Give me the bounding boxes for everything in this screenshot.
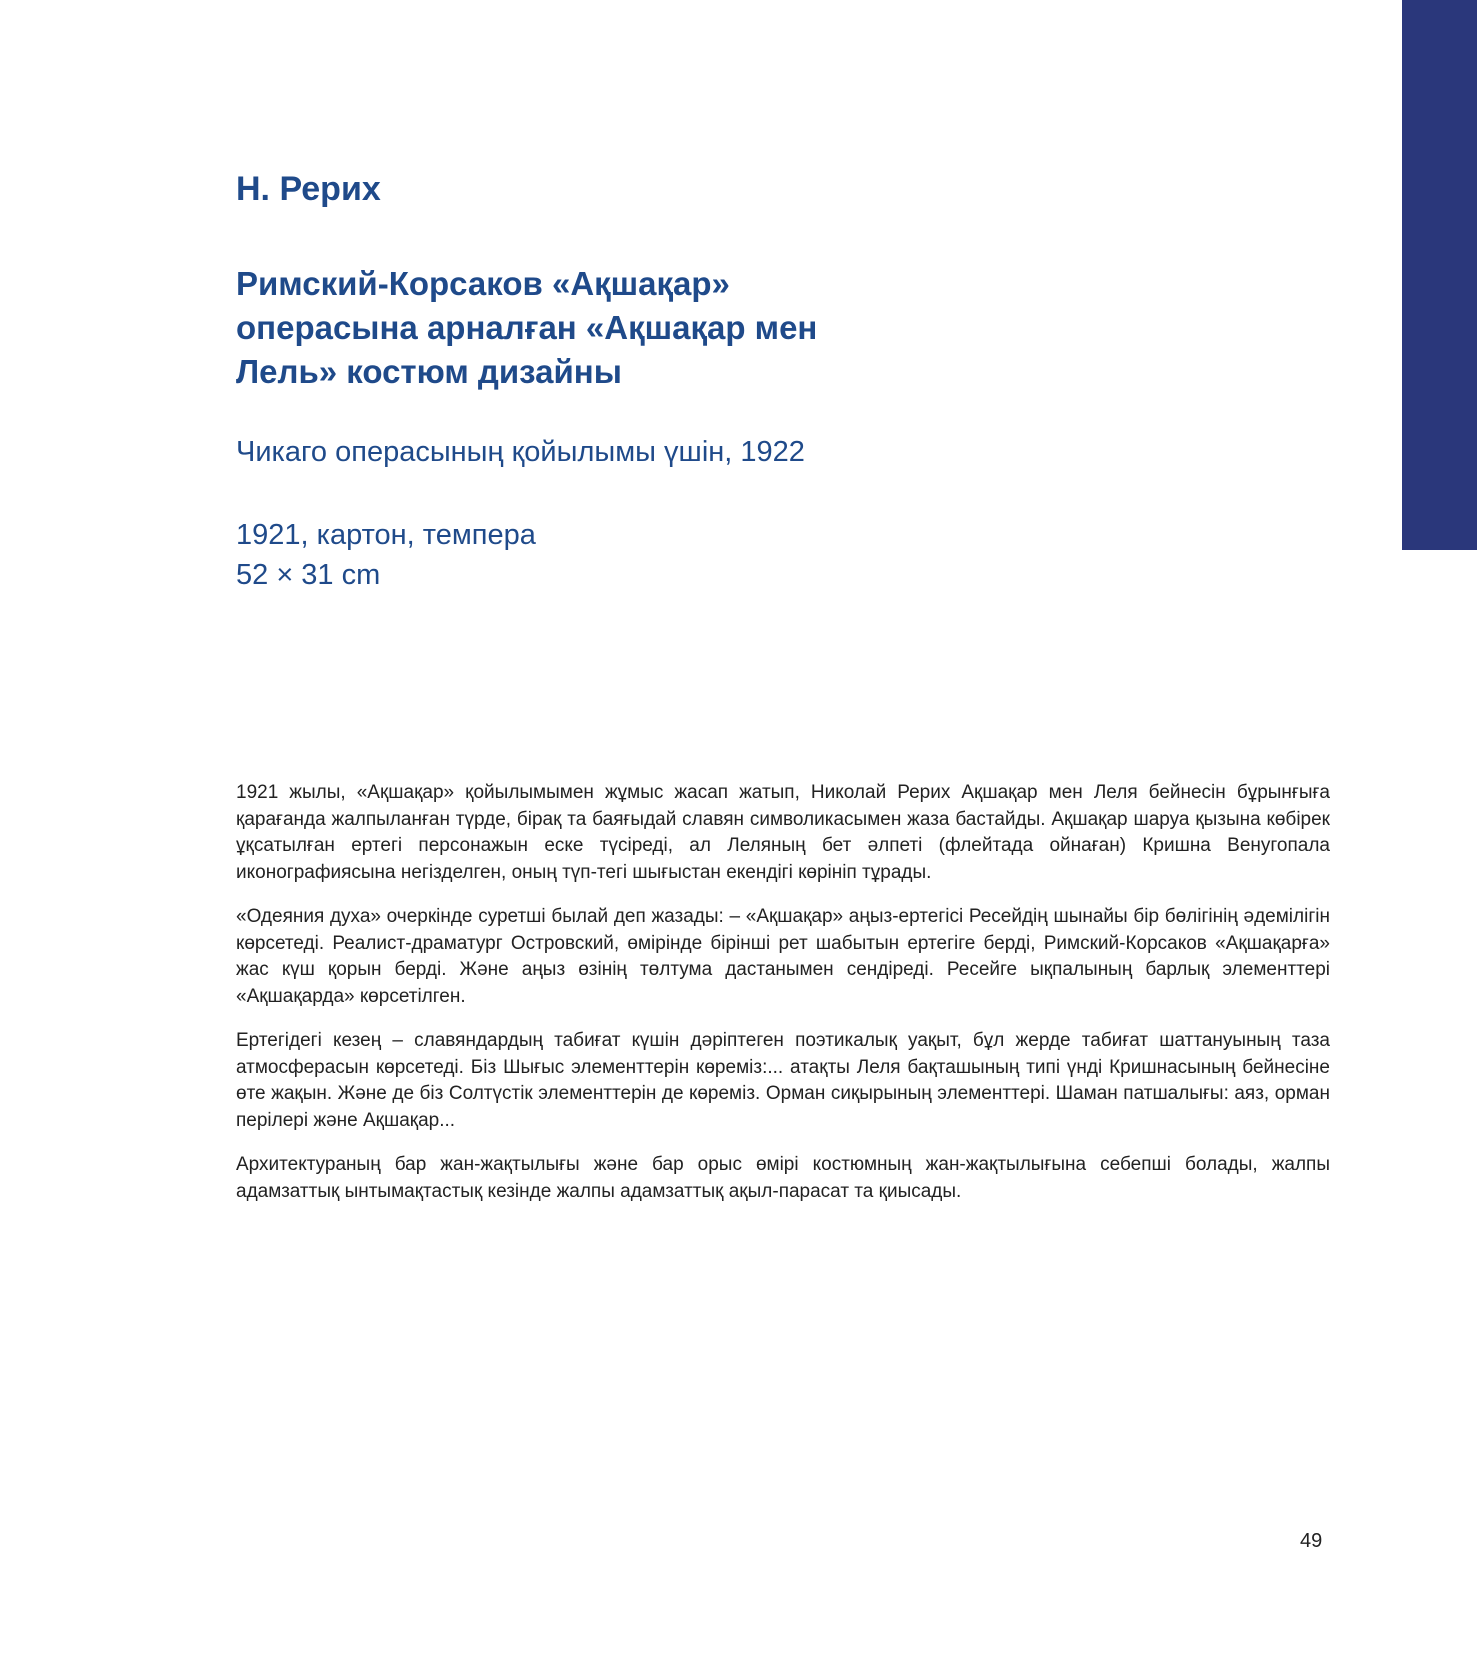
- author-name: Н. Рерих: [236, 170, 381, 208]
- artwork-medium: 1921, картон, темпера: [236, 519, 536, 551]
- description-text: [236, 780, 1330, 1223]
- artwork-details: [236, 515, 536, 595]
- artwork-subtitle: Чикаго операсының қойылымы үшін, 1922: [236, 436, 805, 468]
- artwork-title: Римский-Корсаков «Ақшақар» операсына арналған «Ақшақар мен Лель» костюм дизайны: [236, 265, 818, 390]
- paragraph: Ертегідегі кезең – славяндардың табиғат күшін дәріптеген поэтикалық уақыт, бұл жерде табиғат шаттануының таза атмосферасын көрсетеді. Біз Шығыс элементтерін көреміз:... атақты Леля бақташының типі үнді Кришнасының бейнесіне өте жақын. Және де біз Солтүстік элементтерін де көреміз. Орман сиқырының элементтері. Шаман патшалығы: аяз, орман перілері және Ақшақар...: [236, 1030, 1330, 1131]
- page-number: 49: [1300, 1530, 1323, 1552]
- artwork-size: 52 × 31 cm: [236, 559, 381, 591]
- paragraph: 1921 жылы, «Ақшақар» қойылымымен жұмыс жасап жатып, Николай Рерих Ақшақар мен Леля бейнесін бұрынғыға қарағанда жалпыланған түрде, бірақ та баяғыдай славян символикасымен жаза бастайды. Ақшақар шаруа қызына көбірек ұқсатылған ертегі персонажын еске түсіреді, ал Леляның бет әлпеті (флейтада ойнаған) Кришна Венугопала иконографиясына негізделген, оның түп-тегі шығыстан екендігі көрініп тұрады.: [236, 782, 1330, 883]
- paragraph: Архитектураның бар жан-жақтылығы және бар орыс өмірі костюмның жан-жақтылығына себепші болады, жалпы адамзаттық ынтымақтастық кезінде жалпы адамзаттық ақыл-парасат та қиысады.: [236, 1154, 1330, 1202]
- side-color-bar: [1402, 0, 1477, 550]
- paragraph: «Одеяния духа» очеркінде суретші былай деп жазады: – «Ақшақар» аңыз-ертегісі Ресейдің шынайы бір бөлігінің әдемілігін көрсетеді. Реалист-драматург Островский, өмірінде бірінші рет шабытын ертегіге берді, Римский-Корсаков «Ақшақарға» жас күш қорын берді. Және аңыз өзінің төлтума дастанымен сендіреді. Ресейге ықпалының барлық элементтері «Ақшақарда» көрсетілген.: [236, 906, 1330, 1007]
